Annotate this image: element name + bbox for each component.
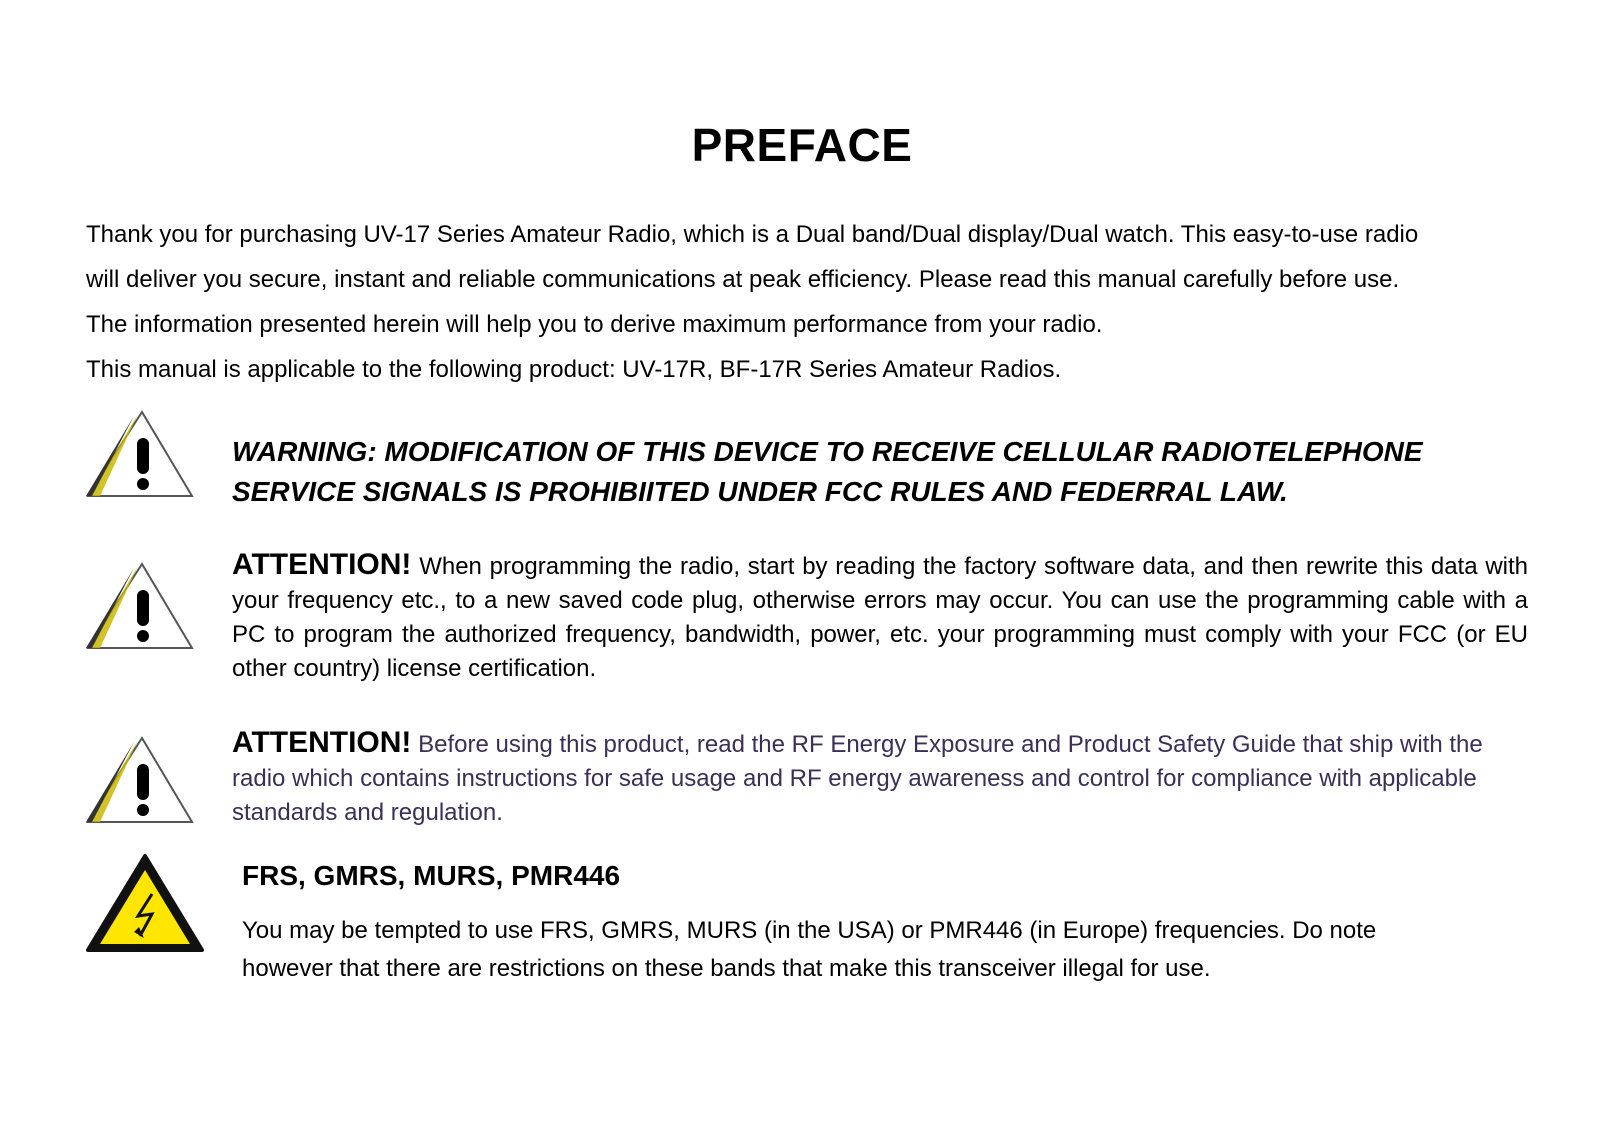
page-title: PREFACE (691, 119, 913, 171)
warning-line: WARNING: MODIFICATION OF THIS DEVICE TO RECEIVE CELLULAR RADIOTELEPHONE (232, 436, 1423, 467)
fcc-warning (232, 432, 1528, 512)
intro-paragraph (86, 212, 1528, 392)
attention-programming (232, 548, 1528, 686)
warning-line: SERVICE SIGNALS IS PROHIBIITED UNDER FCC RULES AND FEDERRAL LAW. (232, 476, 1288, 507)
caution-triangle-icon (84, 410, 194, 498)
attention-label: ATTENTION! (232, 726, 412, 759)
attention-text: When programming the radio, start by reading the factory software data, and then rewrite this data with your frequency etc., to a new saved code plug, otherwise errors may occur. You can use the programming cable with a PC to program the authorized frequency, bandwidth, power, etc. your programming must comply with your FCC (or EU other country) license certification. (232, 553, 1529, 682)
frs-paragraph (242, 912, 1532, 988)
attention-rf-exposure (232, 726, 1528, 830)
frs-heading: FRS, GMRS, MURS, PMR446 (242, 860, 621, 891)
intro-line: The information presented herein will help you to derive maximum performance from your radio. (86, 311, 1103, 338)
frs-line: however that there are restrictions on these bands that make this transceiver illegal for use. (242, 955, 1211, 982)
attention-text: Before using this product, read the RF Energy Exposure and Product Safety Guide that ship with the radio which contains instructions for safe usage and RF energy awareness and control for compliance with applicable standards and regulation. (232, 731, 1483, 826)
intro-line: This manual is applicable to the following product: UV-17R, BF-17R Series Amateur Radios. (86, 356, 1062, 383)
attention-label: ATTENTION! (232, 548, 412, 581)
intro-line: Thank you for purchasing UV-17 Series Amateur Radio, which is a Dual band/Dual display/Dual watch. This easy-to-use radio (86, 221, 1419, 248)
frs-line: You may be tempted to use FRS, GMRS, MURS (in the USA) or PMR446 (in Europe) frequencies. Do note (242, 917, 1377, 944)
caution-triangle-icon (84, 562, 194, 650)
caution-triangle-icon (84, 736, 194, 824)
intro-line: will deliver you secure, instant and reliable communications at peak efficiency. Please read this manual carefully before use. (86, 266, 1400, 293)
high-voltage-icon (86, 854, 204, 954)
